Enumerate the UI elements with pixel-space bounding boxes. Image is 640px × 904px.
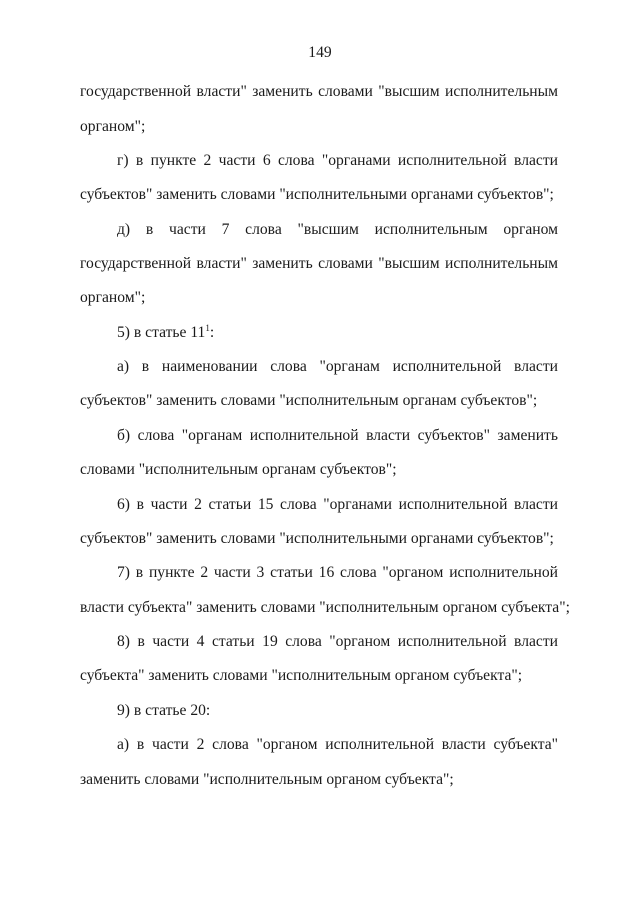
text-line: 7) в пункте 2 части 3 статьи 16 слова "органом исполнительной	[117, 564, 558, 581]
text-line: 6) в части 2 статьи 15 слова "органами исполнительной власти	[117, 496, 558, 513]
text-line: 8) в части 4 статьи 19 слова "органом исполнительной власти	[117, 633, 558, 650]
page-number: 149	[308, 44, 332, 61]
text-line: субъектов" заменить словами "исполнительными органами субъектов";	[80, 186, 554, 203]
section-heading: 9) в статье 20:	[117, 702, 211, 719]
text-line: субъекта" заменить словами "исполнительным органом субъекта";	[80, 667, 523, 684]
text-line: словами "исполнительным органам субъектов";	[80, 461, 397, 478]
text-line: государственной власти" заменить словами "высшим исполнительным	[80, 255, 558, 272]
text-line: субъектов" заменить словами "исполнительными органами субъектов";	[80, 530, 554, 547]
text-line: г) в пункте 2 части 6 слова "органами исполнительной власти	[117, 152, 558, 169]
text-line: а) в наименовании слова "органам исполнительной власти	[117, 358, 558, 375]
section-heading	[117, 324, 558, 342]
superscript: 1	[205, 322, 210, 333]
text-line: органом";	[80, 289, 146, 306]
text-line: а) в части 2 слова "органом исполнительной власти субъекта"	[117, 736, 558, 753]
text-line: субъектов" заменить словами "исполнительным органам субъектов";	[80, 392, 538, 409]
text-line: б) слова "органам исполнительной власти субъектов" заменить	[117, 427, 558, 444]
text-line: органом";	[80, 118, 146, 135]
text-line: заменить словами "исполнительным органом субъекта";	[80, 771, 454, 788]
colon: :	[209, 324, 215, 341]
section-heading-text: 5) в статье 11	[117, 324, 206, 341]
text-line: д) в части 7 слова "высшим исполнительным органом	[117, 221, 558, 238]
text-line: власти субъекта" заменить словами "исполнительным органом субъекта";	[80, 599, 570, 616]
text-line: государственной власти" заменить словами "высшим исполнительным	[80, 83, 558, 100]
